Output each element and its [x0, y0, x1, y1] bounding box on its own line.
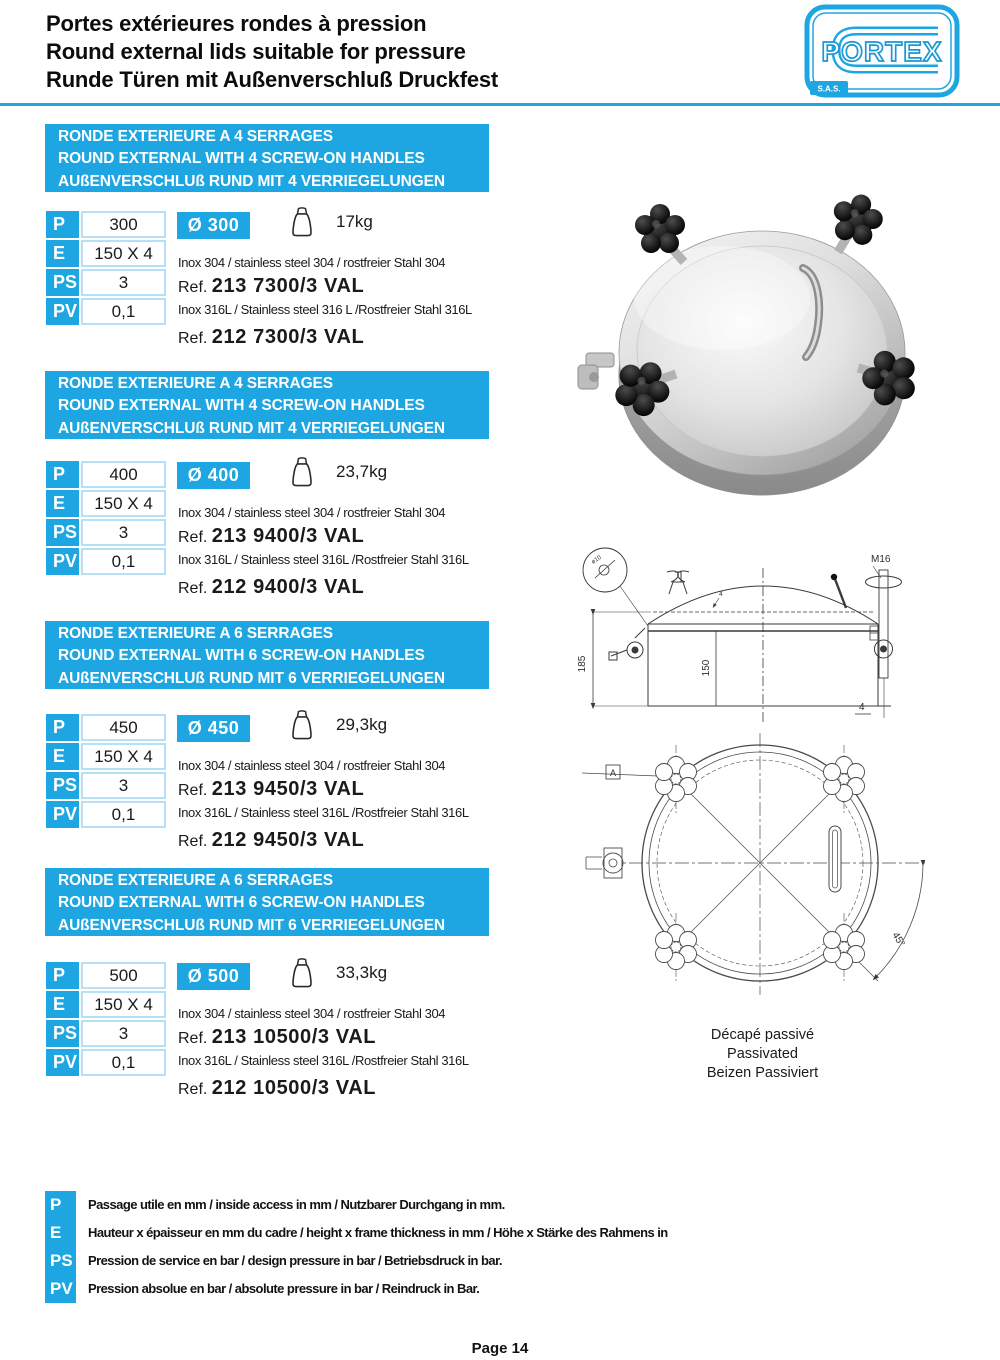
spec-key: PV: [46, 1049, 79, 1076]
banner-line: ROUND EXTERNAL WITH 4 SCREW-ON HANDLES: [58, 150, 425, 168]
diameter-badge-3: Ø 450: [177, 715, 250, 742]
ref-316-line: [178, 576, 364, 599]
ref-label: Ref.: [178, 279, 208, 296]
ref-number: 213 9400/3 VAL: [211, 525, 365, 547]
banner-line: RONDE EXTERIEURE A 6 SERRAGES: [58, 625, 334, 642]
portex-logo-art: [800, 3, 965, 103]
spec-value: 3: [81, 269, 166, 296]
product-photo: [560, 170, 990, 500]
spec-key: PV: [46, 298, 79, 325]
diameter-badge-2: Ø 400: [177, 462, 250, 489]
ref-304-line: [178, 525, 364, 548]
material-304-line: Inox 304 / stainless steel 304 / rostfreier Stahl 304: [178, 1006, 446, 1021]
ref-label: Ref.: [178, 833, 208, 850]
header-rule: [0, 103, 1000, 106]
spec-table-3: [46, 714, 166, 828]
material-316-line: Inox 316L / Stainless steel 316L /Rostfreier Stahl 316L: [178, 805, 469, 820]
title-line-en: Round external lids suitable for pressure: [46, 39, 466, 64]
diameter-badge-1: Ø 300: [177, 212, 250, 239]
star-knob-icon: [827, 188, 888, 248]
spec-value: 150 X 4: [81, 991, 166, 1018]
material-304-line: Inox 304 / stainless steel 304 / rostfreier Stahl 304: [178, 505, 446, 520]
spec-value: 150 X 4: [81, 240, 166, 267]
spec-key: PS: [46, 772, 79, 799]
page-title: [46, 10, 498, 94]
ref-label: Ref.: [178, 529, 208, 546]
dim-4: 4: [859, 702, 865, 713]
spec-key: E: [46, 991, 79, 1018]
spec-key: PS: [46, 269, 79, 296]
spec-key: PS: [46, 1020, 79, 1047]
legend-key-p: P: [45, 1191, 76, 1219]
ref-number: 212 9400/3 VAL: [211, 576, 365, 598]
finish-line-de: Beizen Passiviert: [706, 1065, 819, 1081]
spec-key: PV: [46, 801, 79, 828]
legend-key-ps: PS: [45, 1247, 76, 1275]
portex-logo: [800, 3, 965, 103]
spec-key: P: [46, 714, 79, 741]
spec-value: 150 X 4: [81, 490, 166, 517]
spec-key: E: [46, 743, 79, 770]
banner-line: ROUND EXTERNAL WITH 4 SCREW-ON HANDLES: [58, 397, 425, 415]
legend-key-pv: PV: [45, 1275, 76, 1303]
spec-value: 3: [81, 772, 166, 799]
ref-number: 212 7300/3 VAL: [211, 326, 365, 348]
ref-number: 213 9450/3 VAL: [211, 778, 365, 800]
legend-text-pv: Pression absolue en bar / absolute pressure in bar / Reindruck in Bar.: [88, 1281, 480, 1296]
spec-value: 0,1: [81, 1049, 166, 1076]
spec-table-4: [46, 962, 166, 1076]
ref-304-line: [178, 275, 364, 298]
banner-line: RONDE EXTERIEURE A 6 SERRAGES: [58, 872, 334, 889]
spec-value: 0,1: [81, 548, 166, 575]
product-banner-3: [45, 621, 489, 689]
material-316-line: Inox 316L / Stainless steel 316 L /Rostfreier Stahl 316L: [178, 302, 472, 317]
material-316-line: Inox 316L / Stainless steel 316L /Rostfreier Stahl 316L: [178, 552, 469, 567]
spec-value: 500: [81, 962, 166, 989]
diameter-badge-4: Ø 500: [177, 963, 250, 990]
weight-value-4: 33,3kg: [336, 963, 388, 982]
title-line-de: Runde Türen mit Außenverschluß Druckfest: [46, 67, 499, 92]
dim-45deg: 45°: [889, 930, 907, 950]
weight-icon: [290, 958, 314, 988]
spec-value: 0,1: [81, 298, 166, 325]
banner-line: AUßENVERSCHLUß RUND MIT 4 VERRIEGELUNGEN: [58, 419, 445, 437]
legend-text-ps: Pression de service en bar / design pressure in bar / Betriebsdruck in bar.: [88, 1253, 502, 1268]
ref-number: 213 10500/3 VAL: [211, 1026, 377, 1048]
weight-value-1: 17kg: [336, 212, 373, 231]
weight-icon: [290, 457, 314, 487]
lid-drawing-top-view: [578, 713, 978, 1013]
weight-value-3: 29,3kg: [336, 715, 388, 734]
spec-key: P: [46, 211, 79, 238]
dim-185: 185: [577, 655, 588, 673]
ref-304-line: [178, 778, 364, 801]
finish-line-fr: Décapé passivé: [710, 1027, 815, 1043]
ref-number: 213 7300/3 VAL: [211, 275, 365, 297]
spec-value: 450: [81, 714, 166, 741]
spec-value: 400: [81, 461, 166, 488]
dim-150: 150: [701, 659, 712, 677]
ref-label: Ref.: [178, 1030, 208, 1047]
spec-key: P: [46, 962, 79, 989]
banner-line: AUßENVERSCHLUß RUND MIT 4 VERRIEGELUNGEN: [58, 172, 445, 190]
material-304-line: Inox 304 / stainless steel 304 / rostfreier Stahl 304: [178, 758, 446, 773]
spec-key: PV: [46, 548, 79, 575]
dim-detail-hole: ø10: [590, 554, 603, 566]
banner-line: AUßENVERSCHLUß RUND MIT 6 VERRIEGELUNGEN: [58, 916, 445, 934]
ref-316-line: [178, 829, 364, 852]
banner-line: ROUND EXTERNAL WITH 6 SCREW-ON HANDLES: [58, 647, 425, 665]
dim-dome-thickness: 4: [719, 591, 723, 598]
ref-label: Ref.: [178, 1081, 208, 1098]
finish-line-en: Passivated: [727, 1046, 798, 1062]
lid-drawing-side-view: [573, 546, 978, 731]
ref-316-line: [178, 326, 364, 349]
material-304-line: Inox 304 / stainless steel 304 / rostfreier Stahl 304: [178, 255, 446, 270]
banner-line: RONDE EXTERIEURE A 4 SERRAGES: [58, 128, 334, 145]
legend-key-e: E: [45, 1219, 76, 1247]
logo-text: PORTEX: [821, 36, 943, 67]
title-line-fr: Portes extérieures rondes à pression: [46, 11, 427, 36]
spec-value: 300: [81, 211, 166, 238]
ref-number: 212 9450/3 VAL: [211, 829, 365, 851]
weight-value-2: 23,7kg: [336, 462, 388, 481]
star-knob-icon: [635, 204, 685, 253]
spec-table-2: [46, 461, 166, 575]
legend-text-p: Passage utile en mm / inside access in mm / Nutzbarer Durchgang in mm.: [88, 1197, 505, 1212]
spec-value: 3: [81, 519, 166, 546]
section-mark-a: A: [609, 768, 617, 778]
product-banner-4: [45, 868, 489, 936]
lid-body: [619, 231, 905, 495]
hinge-bracket: [578, 353, 614, 389]
legend-text-e: Hauteur x épaisseur en mm du cadre / height x frame thickness in mm / Höhe x Stärke des Rahmens in: [88, 1225, 668, 1240]
dim-m16: M16: [871, 554, 891, 565]
spec-key: PS: [46, 519, 79, 546]
banner-line: AUßENVERSCHLUß RUND MIT 6 VERRIEGELUNGEN: [58, 669, 445, 687]
ref-label: Ref.: [178, 580, 208, 597]
product-banner-1: [45, 124, 489, 192]
ref-316-line: [178, 1077, 376, 1100]
spec-key: P: [46, 461, 79, 488]
spec-value: 0,1: [81, 801, 166, 828]
spec-value: 3: [81, 1020, 166, 1047]
weight-icon: [290, 710, 314, 740]
page-number: Page 14: [471, 1340, 529, 1357]
weight-icon: [290, 207, 314, 237]
spec-key: E: [46, 240, 79, 267]
spec-key: E: [46, 490, 79, 517]
material-316-line: Inox 316L / Stainless steel 316L /Rostfreier Stahl 316L: [178, 1053, 469, 1068]
banner-line: RONDE EXTERIEURE A 4 SERRAGES: [58, 375, 334, 392]
ref-label: Ref.: [178, 782, 208, 799]
logo-subtext: S.A.S.: [817, 84, 841, 94]
ref-304-line: [178, 1026, 376, 1049]
banner-line: ROUND EXTERNAL WITH 6 SCREW-ON HANDLES: [58, 894, 425, 912]
spec-value: 150 X 4: [81, 743, 166, 770]
finish-note: [640, 1026, 885, 1083]
ref-number: 212 10500/3 VAL: [211, 1077, 377, 1099]
product-banner-2: [45, 371, 489, 439]
ref-label: Ref.: [178, 330, 208, 347]
spec-table-1: [46, 211, 166, 325]
